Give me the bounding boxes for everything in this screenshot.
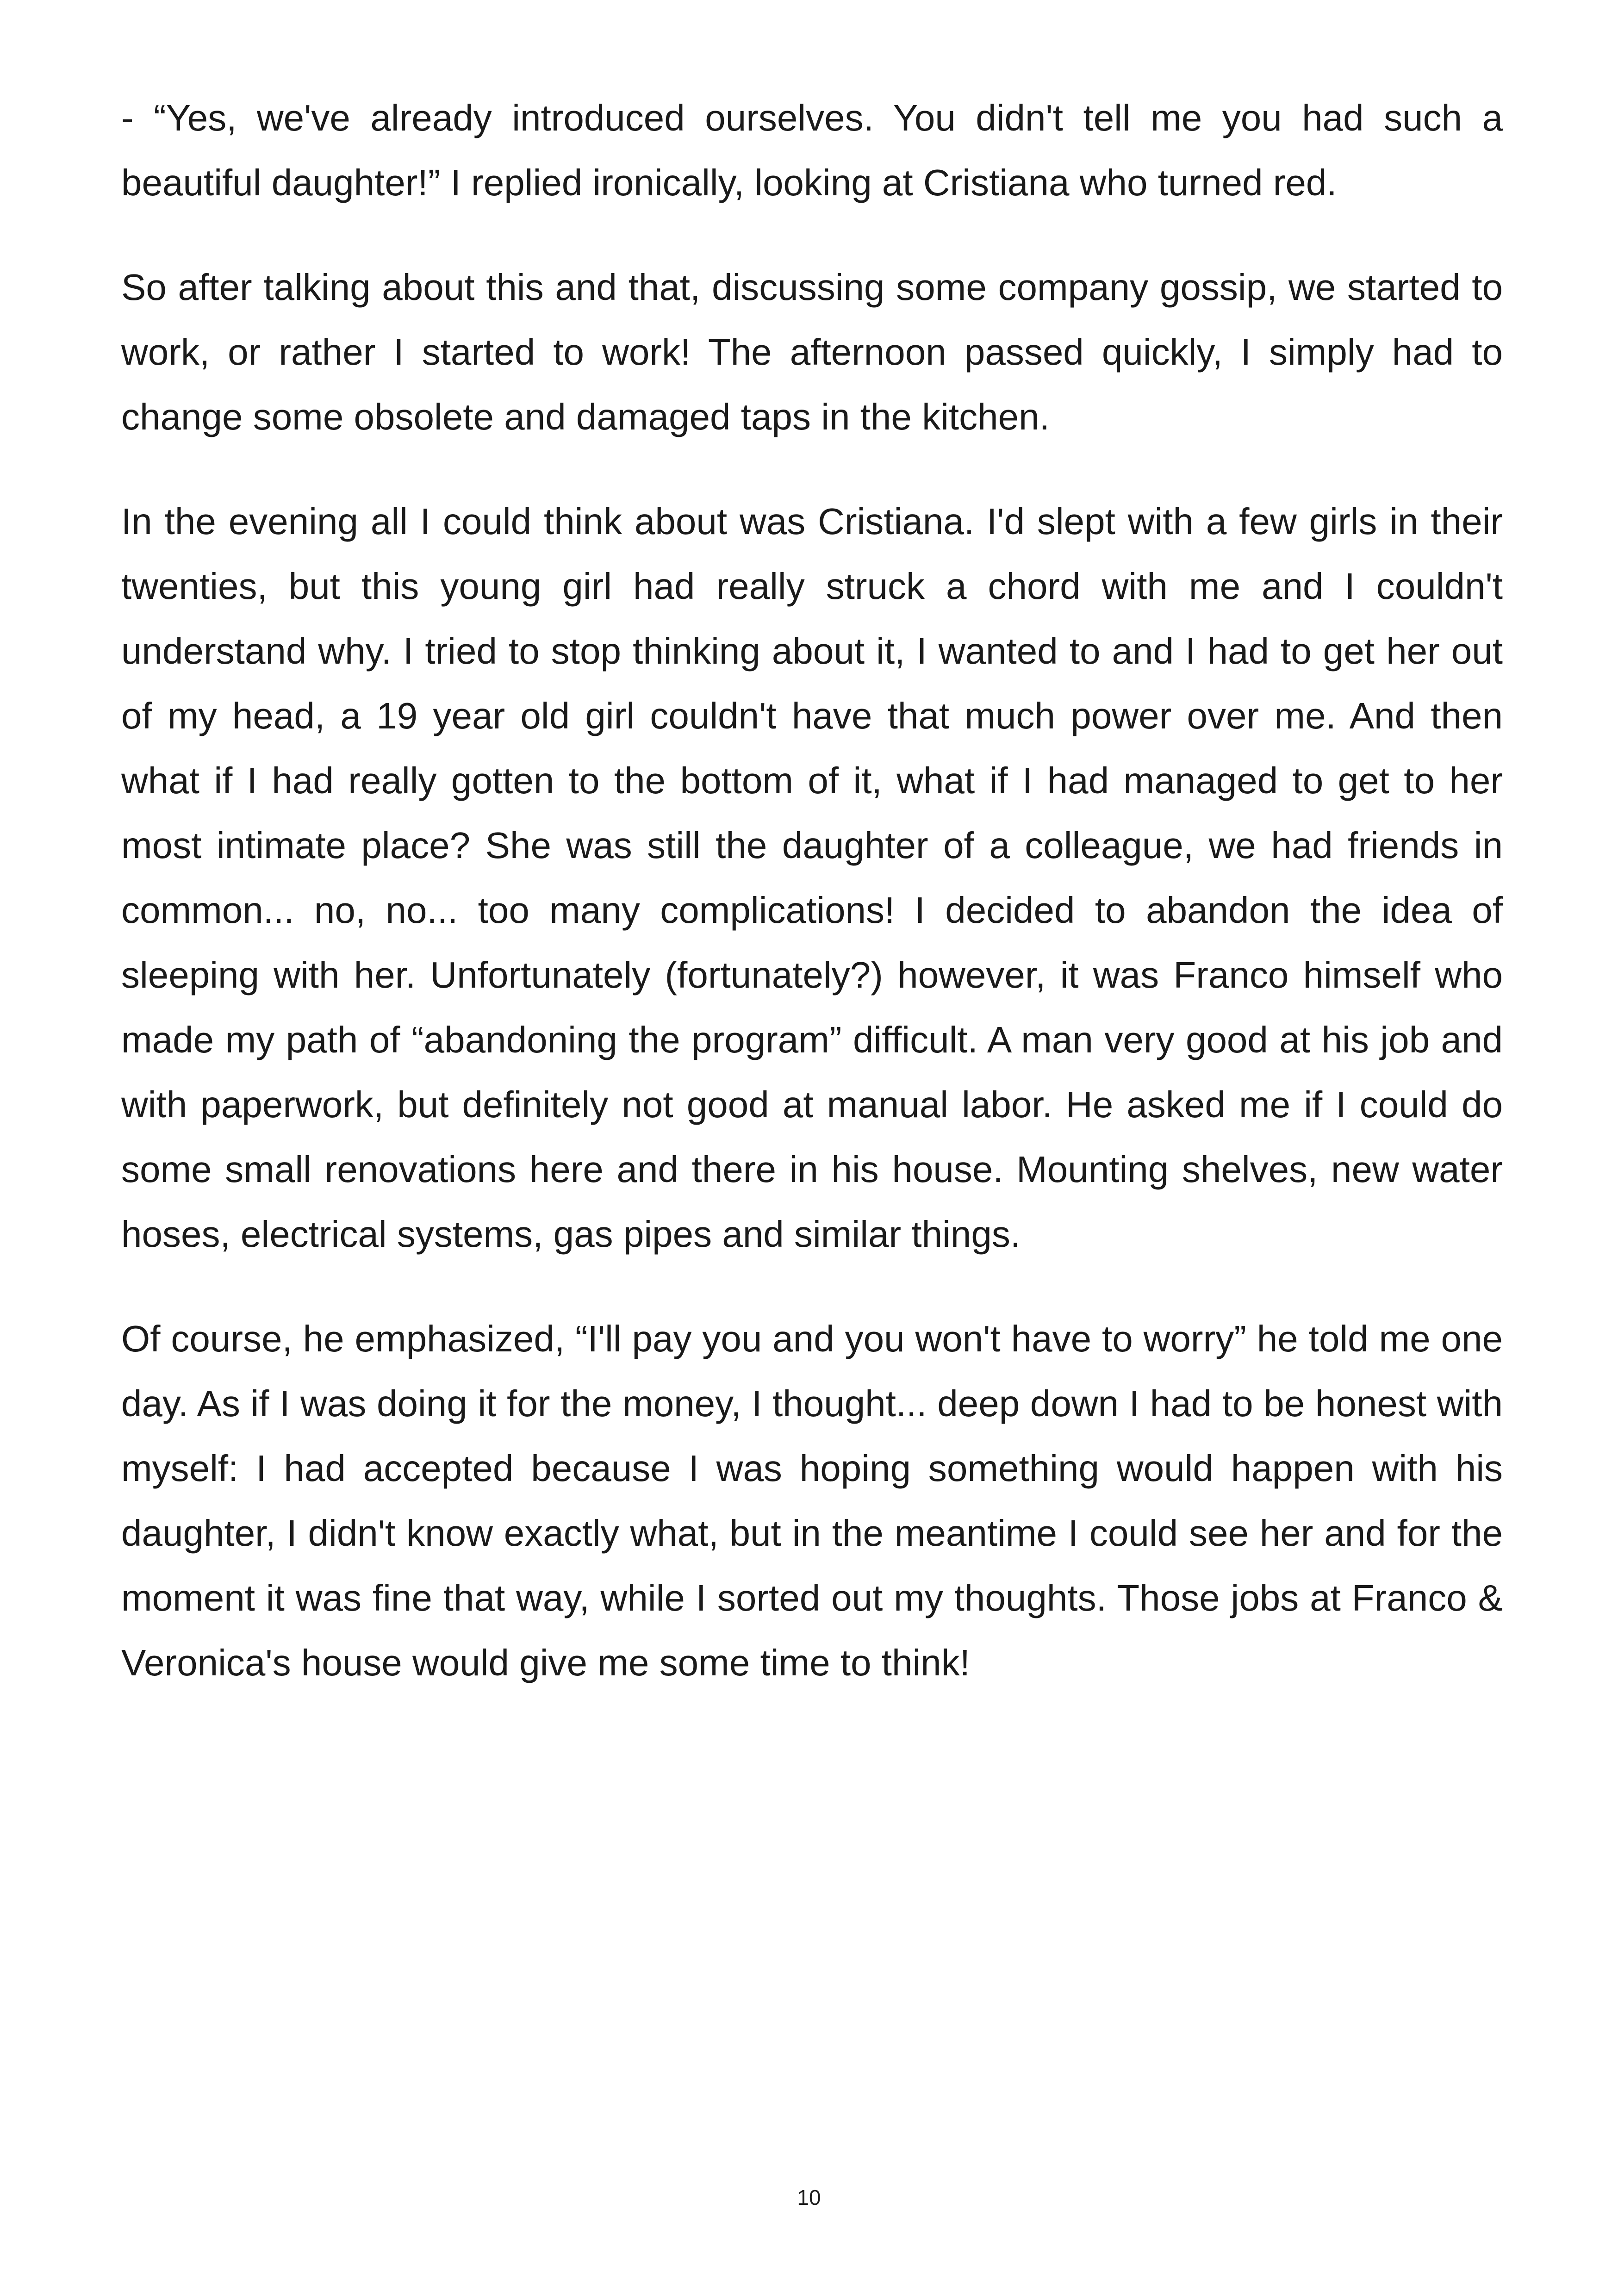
page-number: 10 xyxy=(797,2185,821,2209)
page-body xyxy=(121,86,1503,1735)
paragraph-1: - “Yes, we've already introduced ourselves. You didn't tell me you had such a beautiful daughter!” I replied ironically, looking at Cristiana who turned red. xyxy=(121,97,1503,203)
paragraph-2: So after talking about this and that, discussing some company gossip, we started to work, or rather I started to work! The afternoon passed quickly, I simply had to change some obsolete and damaged taps in the kitchen. xyxy=(121,267,1503,437)
paragraph-3: In the evening all I could think about was Cristiana. I'd slept with a few girls in their twenties, but this young girl had really struck a chord with me and I couldn't understand why. I tried to stop thinking about it, I wanted to and I had to get her out of my head, a 19 year old girl couldn't have that much power over me. And then what if I had really gotten to the bottom of it, what if I had managed to get to her most intimate place? She was still the daughter of a colleague, we had friends in common... no, no... too many complications! I decided to abandon the idea of sleeping with her. Unfortunately (fortunately?) however, it was Franco himself who made my path of “abandoning the program” difficult. A man very good at his job and with paperwork, but definitely not good at manual labor. He asked me if I could do some small renovations here and there in his house. Mounting shelves, new water hoses, electrical systems, gas pipes and similar things. xyxy=(121,501,1503,1255)
paragraph-4: Of course, he emphasized, “I'll pay you and you won't have to worry” he told me one day. As if I was doing it for the money, I thought... deep down I had to be honest with myself: I had accepted because I was hoping something would happen with his daughter, I didn't know exactly what, but in the meantime I could see her and for the moment it was fine that way, while I sorted out my thoughts. Those jobs at Franco & Veronica's house would give me some time to think! xyxy=(121,1318,1503,1683)
